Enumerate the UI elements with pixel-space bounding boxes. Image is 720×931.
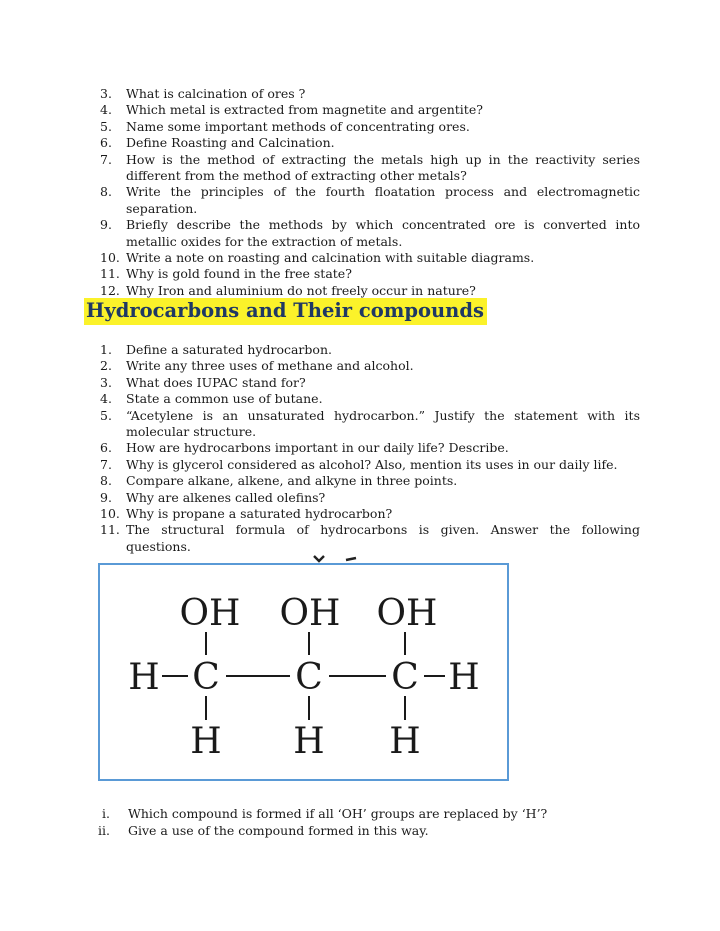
list-item [100,375,640,391]
carbon-3: C [391,657,419,698]
ores-question-list [100,86,640,299]
list-item [84,805,644,822]
question-number: 7. [100,151,112,167]
question-text: Why is glycerol considered as alcohol? Also, mention its uses in our daily life. [126,456,618,472]
oh-group-1: OH [179,593,241,634]
list-item [100,358,640,374]
question-text: Which compound is formed if all ‘OH’ groups are replaced by ‘H’? [128,806,548,821]
list-item [100,266,640,282]
question-text: Why is propane a saturated hydrocarbon? [126,506,393,522]
question-text: Write any three uses of methane and alcohol. [126,358,414,374]
list-item [100,473,640,489]
question-number: 4. [100,391,112,407]
carbon-1: C [192,657,220,698]
question-number: 11. [100,522,120,538]
question-number: 2. [100,358,112,374]
question-text: Name some important methods of concentrating ores. [126,118,470,134]
question-text: Why are alkenes called olefins? [126,489,326,505]
list-item [100,250,640,266]
question-number: 11. [100,266,120,282]
question-number: 1. [100,342,112,357]
structural-formula-diagram [100,565,507,779]
question-text: Why is gold found in the free state? [126,266,352,282]
question-text: Which metal is extracted from magnetite and argentite? [126,102,483,118]
question-number: 9. [100,489,112,505]
question-number: 6. [100,440,112,456]
list-item [100,217,640,250]
hydrogen-bottom-3: H [389,721,421,762]
sub-question-list [84,805,644,839]
question-number: 5. [100,407,112,423]
question-text: What is calcination of ores ? [126,86,306,101]
list-item [100,408,640,441]
list-item [100,391,640,407]
question-number: 10. [100,506,120,522]
question-text: Write the principles of the fourth floatation process and electromagnetic separation. [126,184,640,216]
question-text: How is the method of extracting the metals high up in the reactivity series different from the method of extracting other metals? [126,151,640,184]
structural-formula-figure [98,563,509,781]
question-text: “Acetylene is an unsaturated hydrocarbon.” Justify the statement with its molecular structure. [126,407,640,440]
list-item [100,522,640,555]
hydrogen-left: H [128,657,160,698]
list-item [100,86,640,102]
question-number: 6. [100,135,112,151]
question-number: 3. [100,86,112,101]
question-number: 4. [100,102,112,118]
question-number: ii. [98,823,110,838]
question-number: 8. [100,184,112,200]
question-number: 3. [100,374,112,390]
question-text: What does IUPAC stand for? [126,374,306,390]
list-item [100,506,640,522]
oh-group-2: OH [279,593,341,634]
list-item [100,457,640,473]
question-text: Write a note on roasting and calcination with suitable diagrams. [126,250,535,266]
question-text: The structural formula of hydrocarbons is given. Answer the following questions. [126,522,640,554]
question-number: 10. [100,250,120,266]
list-item [84,822,644,839]
list-item [100,440,640,456]
question-number: i. [102,806,110,821]
list-item [100,135,640,151]
question-number: 7. [100,456,112,472]
list-item [100,342,640,358]
question-number: 5. [100,118,112,134]
hydrogen-bottom-1: H [190,721,222,762]
list-item [100,152,640,185]
question-text: Give a use of the compound formed in this way. [128,823,429,838]
hydrogen-right: H [448,657,480,698]
section-heading: Hydrocarbons and Their compounds [84,298,487,325]
list-item [100,119,640,135]
hydrocarbon-question-list [100,342,640,555]
question-text: State a common use of butane. [126,391,323,407]
question-number: 8. [100,473,112,489]
hydrogen-bottom-2: H [293,721,325,762]
oh-group-3: OH [376,593,438,634]
question-number: 12. [100,282,120,298]
carbon-2: C [295,657,323,698]
question-text: Compare alkane, alkene, and alkyne in three points. [126,473,458,489]
list-item [100,283,640,299]
question-text: Briefly describe the methods by which concentrated ore is converted into metallic oxides for the extraction of metals. [126,217,640,249]
list-item [100,184,640,217]
question-text: Define a saturated hydrocarbon. [126,342,332,357]
question-text: How are hydrocarbons important in our daily life? Describe. [126,440,509,456]
question-text: Why Iron and aluminium do not freely occur in nature? [126,282,476,298]
question-text: Define Roasting and Calcination. [126,135,335,151]
list-item [100,490,640,506]
list-item [100,102,640,118]
question-number: 9. [100,217,112,233]
